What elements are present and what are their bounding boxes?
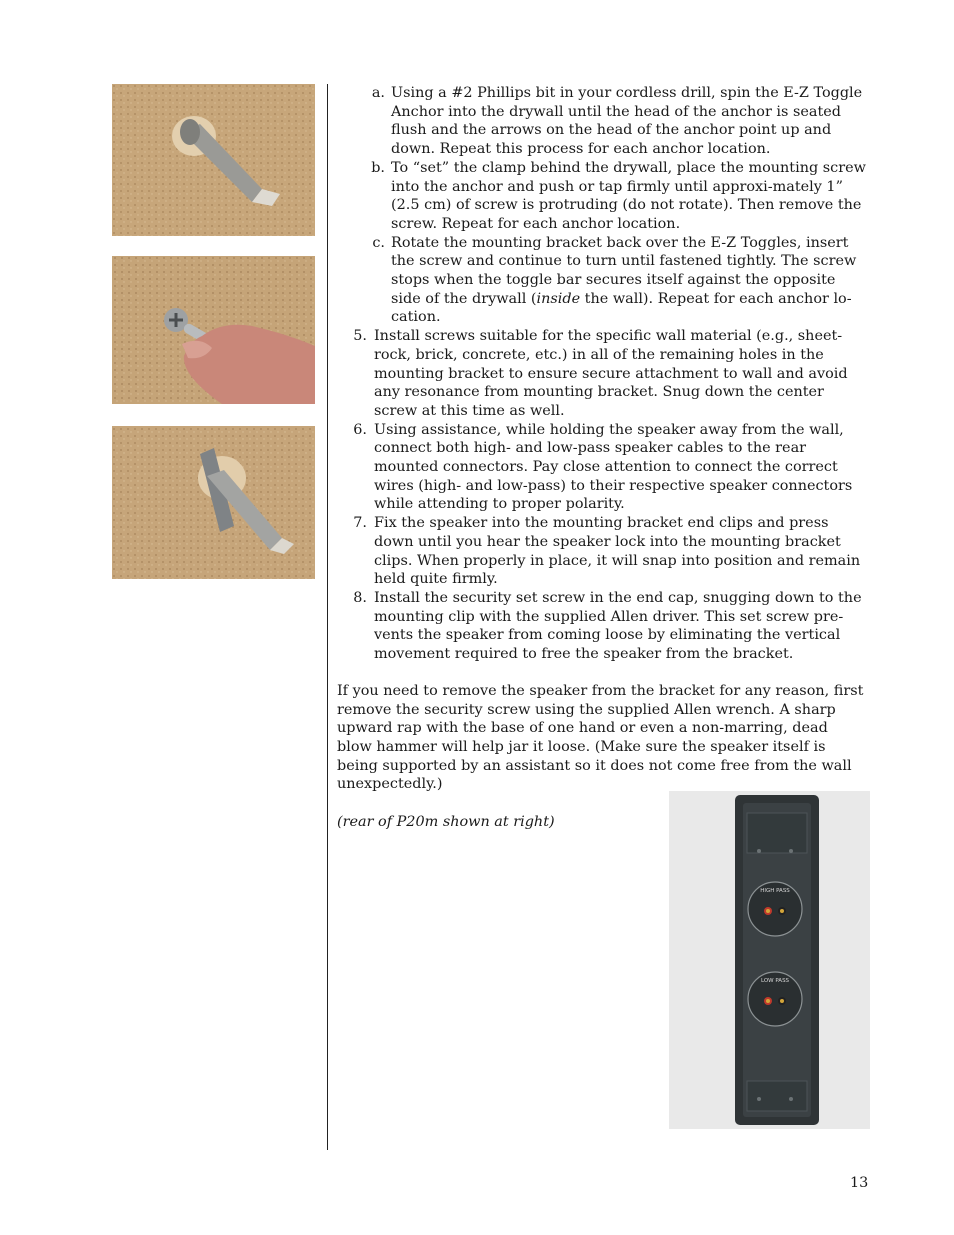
substep-c bbox=[337, 234, 867, 328]
substep-marker: a. bbox=[371, 85, 385, 101]
substep-text-part: the wall). Repeat for each anchor lo-cation. bbox=[391, 290, 852, 326]
page-number: 13 bbox=[850, 1175, 869, 1191]
high-pass-label: HIGH PASS bbox=[760, 888, 790, 894]
photo-caption: (rear of P20m shown at right) bbox=[337, 814, 555, 831]
photo-toggle-behind-drywall bbox=[112, 426, 315, 579]
step-8 bbox=[337, 589, 867, 664]
substep-text bbox=[391, 235, 856, 326]
low-pass-label: LOW PASS bbox=[760, 978, 790, 984]
substep-text: Using a #2 Phillips bit in your cordless drill, spin the E-Z Toggle Anchor into the drywall until the head of the anchor is seated flush and the arrows on the head of the anchor point up and down. Repeat this process for each anchor location. bbox=[391, 85, 863, 158]
substep-marker: c. bbox=[372, 234, 385, 251]
photo-driving-screw bbox=[112, 256, 315, 404]
photo-speaker-rear bbox=[669, 791, 870, 1129]
instructions-column bbox=[337, 84, 867, 832]
photo-anchor-in-drywall bbox=[112, 84, 315, 236]
step-6 bbox=[337, 421, 867, 515]
step-5 bbox=[337, 327, 867, 421]
substep-list bbox=[337, 84, 867, 327]
column-divider bbox=[327, 84, 328, 1150]
step-text: Fix the speaker into the mounting bracket end clips and press down until you hear the speaker lock into the mounting bracket clips. When properly in place, it will snap into position and remain held quite firmly. bbox=[374, 515, 861, 588]
substep-b bbox=[337, 159, 867, 234]
substep-a bbox=[337, 84, 867, 159]
step-list bbox=[337, 327, 867, 664]
step-text: Install the security set screw in the end cap, snugging down to the mounting clip with the supplied Allen driver. This set screw pre-vents the speaker from coming loose by eliminating the vertical movement required to free the speaker from the bracket. bbox=[374, 589, 862, 663]
step-marker: 6. bbox=[353, 421, 367, 438]
removal-paragraph: If you need to remove the speaker from the bracket for any reason, first remove the security screw using the supplied Allen wrench. A sharp upward rap with the base of one hand or even a non-marring, dead blow hammer will help jar it loose. (Make sure the speaker itself is being supported by an assistant so it does not come free from the wall unexpectedly.) bbox=[337, 682, 864, 793]
step-marker: 5. bbox=[353, 328, 367, 345]
step-text: Install screws suitable for the specific wall material (e.g., sheet-rock, brick, concrete, etc.) in all of the remaining holes in the mounting bracket to ensure secure attachment to wall and avoid any resonance from mounting bracket. Snug down the center screw at this time as well. bbox=[374, 328, 848, 419]
step-text: Using assistance, while holding the speaker away from the wall, connect both high- and low-pass speaker cables to the rear mounted connectors. Pay close attention to connect the correct wires (high- and low-pass) to their respective speaker connectors while attending to proper polarity. bbox=[374, 421, 853, 513]
step-marker: 7. bbox=[353, 515, 367, 532]
step-marker: 8. bbox=[353, 589, 367, 606]
substep-text: To “set” the clamp behind the drywall, place the mounting screw into the anchor and push or tap firmly until approxi-mately 1” (2.5 cm) of screw is protruding (do not rotate). Then remove the screw. Repeat for each anchor location. bbox=[391, 159, 866, 232]
substep-text-part: Rotate the mounting bracket back over the E-Z Toggles, insert the screw and continue to turn until fastened tightly. The screw stops when the toggle bar secures itself against the opposite side of the drywall ( bbox=[391, 234, 857, 307]
substep-marker: b. bbox=[371, 159, 385, 176]
emphasis-inside: inside bbox=[536, 290, 581, 307]
step-7 bbox=[337, 514, 867, 589]
